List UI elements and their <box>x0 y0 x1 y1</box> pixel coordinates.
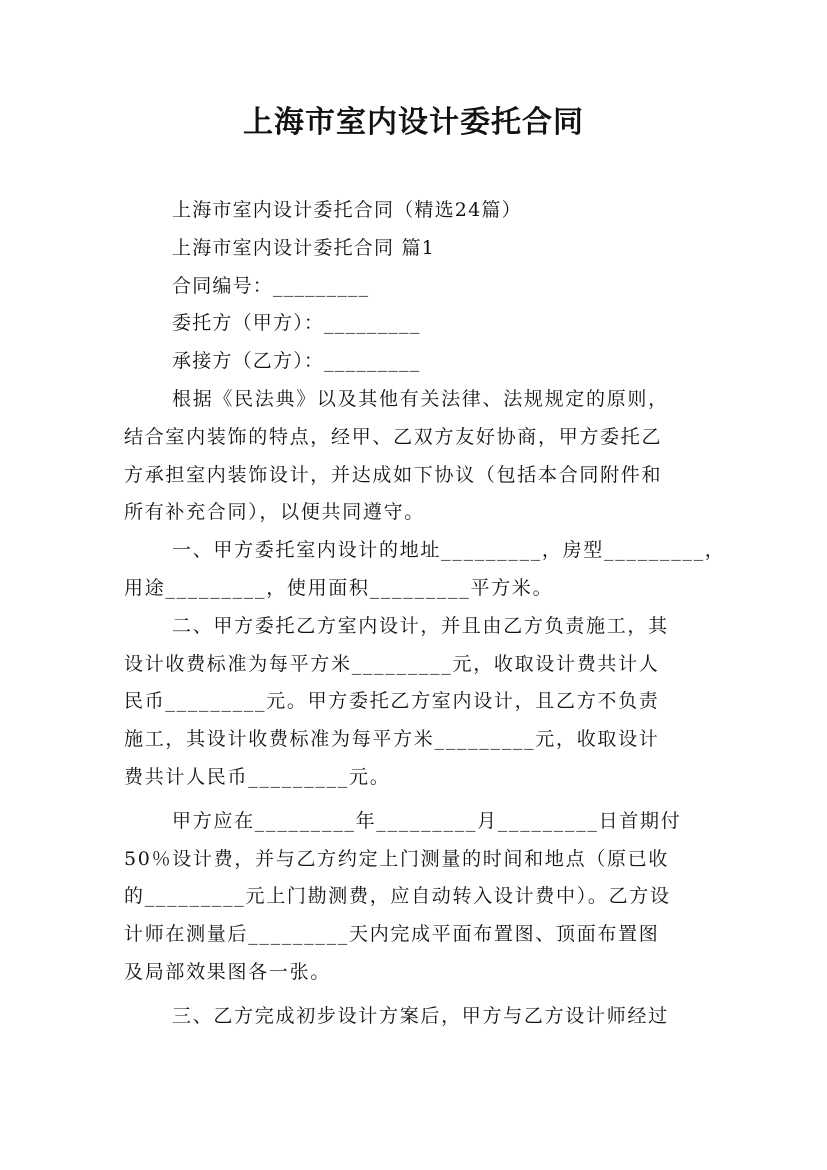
paragraph-clause-3 <box>124 998 706 1036</box>
paragraph-line: 的_________元上门勘测费，应自动转入设计费中）。乙方设 <box>124 885 671 908</box>
paragraph-line: 所有补充合同），以便共同遵守。 <box>124 501 426 524</box>
paragraph-line: 计师在测量后_________天内完成平面布置图、顶面布置图 <box>124 923 660 946</box>
paragraph-line: 费共计人民币_________元。 <box>124 765 391 788</box>
paragraph-payment <box>124 803 706 992</box>
document-subtitle: 上海市室内设计委托合同（精选24篇） <box>172 199 522 221</box>
paragraph-clause-1 <box>124 532 726 608</box>
paragraph-line: 一、甲方委托室内设计的地址_________，房型_________， <box>172 539 726 562</box>
document-body <box>124 192 726 1036</box>
paragraph-line: 方承担室内装饰设计，并达成如下协议（包括本合同附件和 <box>124 463 663 486</box>
paragraph-line: 设计收费标准为每平方米_________元，收取设计费共计人 <box>124 652 660 675</box>
paragraph-line: 施工，其设计收费标准为每平方米_________元，收取设计 <box>124 728 660 751</box>
party-a-field: 委托方（甲方）：_________ <box>172 312 421 335</box>
paragraph-line: 50％设计费，并与乙方约定上门测量的时间和地点（原已收 <box>124 847 670 870</box>
paragraph-clause-2 <box>124 608 706 797</box>
document-title: 上海市室内设计委托合同 <box>243 105 584 140</box>
paragraph-line: 根据《民法典》以及其他有关法律、法规规定的原则， <box>172 387 669 410</box>
party-b-field: 承接方（乙方）：_________ <box>172 350 421 373</box>
paragraph-line: 甲方应在_________年_________月_________日首期付 <box>172 809 682 832</box>
section-heading: 上海市室内设计委托合同 篇1 <box>172 236 435 259</box>
paragraph-line: 及局部效果图各一张。 <box>124 960 332 983</box>
paragraph-line: 用途_________，使用面积_________平方米。 <box>124 576 554 599</box>
contract-number-field: 合同编号：_________ <box>172 274 370 297</box>
paragraph-line: 结合室内装饰的特点，经甲、乙双方友好协商，甲方委托乙 <box>124 425 663 448</box>
paragraph-line: 三、乙方完成初步设计方案后，甲方与乙方设计师经过 <box>172 1004 669 1027</box>
paragraph-line: 民币_________元。甲方委托乙方室内设计，且乙方不负责 <box>124 690 660 713</box>
paragraph-preamble <box>124 381 706 532</box>
paragraph-line: 二、甲方委托乙方室内设计，并且由乙方负责施工，其 <box>172 614 669 637</box>
